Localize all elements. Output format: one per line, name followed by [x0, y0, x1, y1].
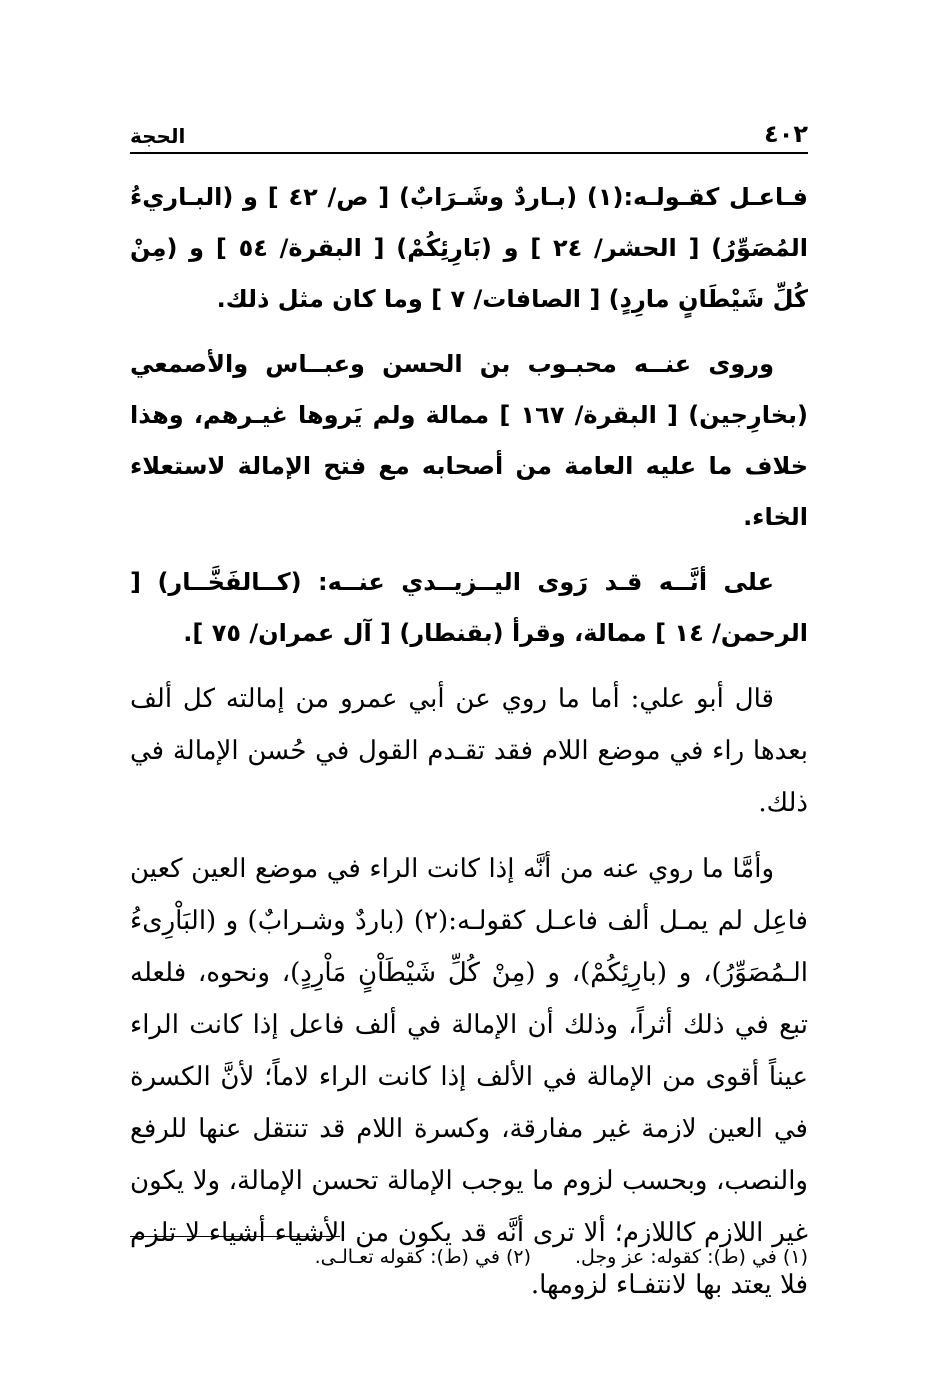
running-title: الحجة [130, 124, 186, 148]
page-body [130, 172, 808, 1325]
paragraph-5: وأمَّا ما روي عنه من أنَّه إذا كانت الراء في موضع العين كعين فاعِل لم يمـل ألف فاعـل كقولـه:(٢) (باردٌ وشـرابٌ) و (البَاْرِىءُ الـمُصَوِّرُ)، و (بارِئِكُمْ)، و (مِنْ كُلِّ شَيْطَاْنٍ مَاْرِدٍ)، ونحوه، فلعله تبع في ذلك أثراً، وذلك أن الإمالة في ألف فاعل إذا كانت الراء عيناً أقوى من الإمالة في الألف إذا كانت الراء لاماً؛ لأنَّ الكسرة في العين لازمة غير مفارقة، وكسرة اللام قد تنتقل عنها للرفع والنصب، وبحسب لزوم ما يوجب الإمالة تحسن الإمالة، ولا يكون غير اللازم كاللازم؛ ألا ترى أنَّه قد يكون من الأشياء أشياء لا تلزم فلا يعتد بها لانتفـاء لزومها. [130, 854, 808, 1300]
paragraph-1: فـاعـل كقـولـه:(١) (بـاردٌ وشَـرَابٌ) [ ص/ ٤٢ ] و (البـاريءُ المُصَوِّرُ) [ الحشر/ ٢٤ ] و (بَارِئِكُمْ) [ البقرة/ ٥٤ ] و (مِنْ كُلِّ شَيْطَانٍ مارِدٍ) [ الصافات/ ٧ ] وما كان مثل ذلك. [130, 183, 808, 313]
paragraph-2: وروى عنــه محبـوب بن الحسن وعبــاس والأصمعي (بخارِجين) [ البقرة/ ١٦٧ ] ممالة ولم يَروها غيـرهم، وهذا خلاف ما عليه العامة من أصحابه مع فتح الإمالة لاستعلاء الخاء. [130, 350, 808, 531]
footnotes [130, 1246, 808, 1268]
footnote-2: (٢) في (ط): كقوله تعـالـى. [314, 1246, 531, 1268]
paragraph-4: قال أبو علي: أما ما روي عن أبي عمرو من إمالته كل ألف بعدها راء في موضع اللام فقد تقـدم القول في حُسن الإمالة في ذلك. [130, 684, 808, 818]
paragraph-3: على أنَّــه قـد رَوى اليــزيــدي عنــه: (كــالفَخَّــار) [ الرحمن/ ١٤ ] ممالة، وقرأ (بقنطار) [ آل عمران/ ٧٥ ]. [130, 568, 808, 647]
footnote-1: (١) في (ط): كقوله: عز وجل. [575, 1246, 808, 1268]
page-header [130, 110, 808, 154]
page-number: ٤٠٢ [764, 120, 808, 148]
book-page [130, 100, 808, 1300]
footnote-divider [130, 1236, 340, 1237]
